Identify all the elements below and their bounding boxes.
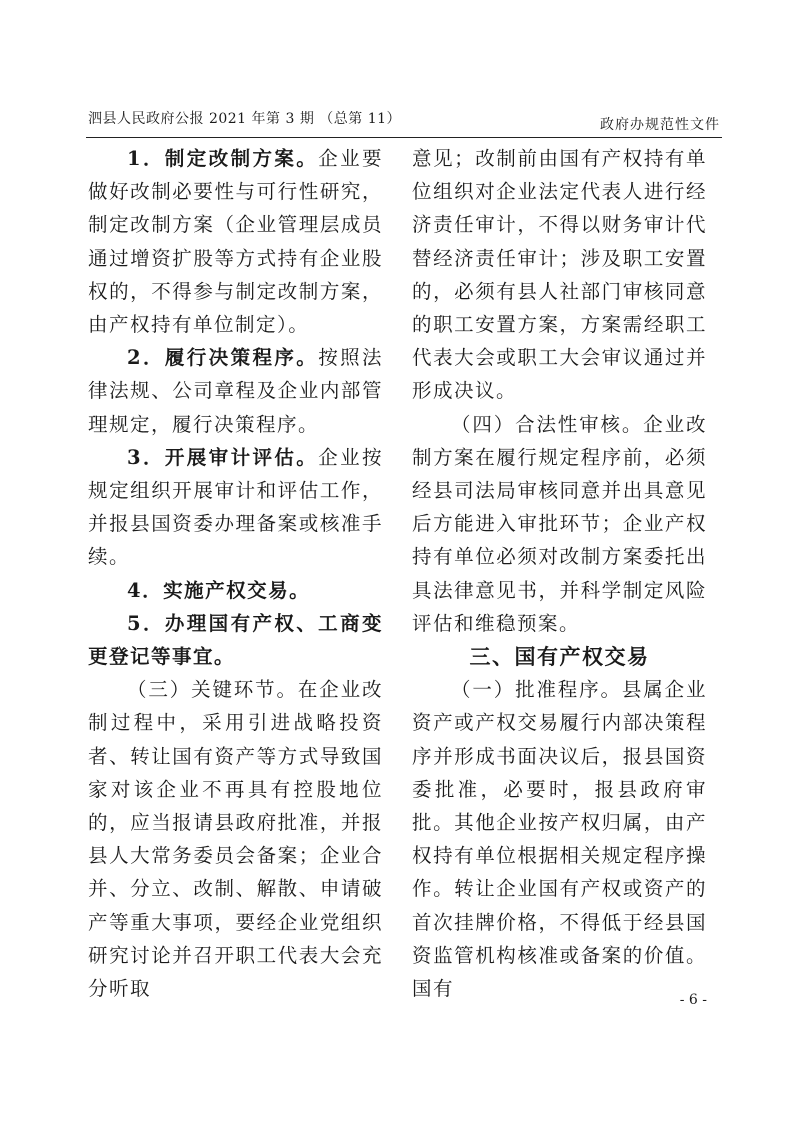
item-4-paragraph [88,574,383,607]
item-3-paragraph [88,441,383,574]
item-4-title: 4．实施产权交易。 [127,578,311,602]
item-1-title: 1．制定改制方案。 [127,147,319,170]
section-heading: 三、国有产权交易 [469,644,650,670]
key-steps-paragraph [88,673,383,1005]
item-5-paragraph [88,607,383,673]
approval-procedure-paragraph: （一）批准程序。县属企业资产或产权交易履行内部决策程序并形成书面决议后，报县国资委批准，必要时，报县政府审批。其他企业按产权归属，由产权持有单位根据相关规定程序操作。转让企业国有产权或资产的首次挂牌价格，不得低于经县国资监管机构核准或备案的价值。国有 [412,678,707,1001]
item-1-body: 企业要做好改制必要性与可行性研究，制定改制方案（企业管理层成员通过增资扩股等方式持有企业股权的，不得参与制定改制方案，由产权持有单位制定）。 [88,147,383,337]
item-2-paragraph [88,341,383,441]
left-column [88,142,383,1005]
header-divider [86,137,722,138]
continued-paragraph: 意见；改制前由国有产权持有单位组织对企业法定代表人进行经济责任审计，不得以财务审计代替经济责任审计；涉及职工安置的，必须有县人社部门审核同意的职工安置方案，方案需经职工代表大会或职工大会审议通过并形成决议。 [412,147,707,403]
gazette-issue-header: 泗县人民政府公报 2021 年第 3 期 （总第 11） [88,111,402,127]
page-number: - 6 - [679,992,707,1008]
item-1-paragraph [88,142,383,341]
key-steps-body: （三）关键环节。在企业改制过程中，采用引进战略投资者、转让国有资产等方式导致国家对该企业不再具有控股地位的，应当报请县政府批准，并报县人大常务委员会备案；企业合并、分立、改制、解散、申请破产等重大事项，要经企业党组织研究讨论并召开职工代表大会充分听取 [88,678,383,1001]
right-column [412,142,707,1005]
legality-review-paragraph: （四）合法性审核。企业改制方案在履行规定程序前，必须经县司法局审核同意并出具意见后方能进入审批环节；企业产权持有单位必须对改制方案委托出具法律意见书，并科学制定风险评估和维稳预案。 [412,412,707,635]
document-category-header: 政府办规范性文件 [600,117,720,133]
item-5-title: 5．办理国有产权、工商变更登记等事宜。 [88,611,383,669]
item-3-body: 企业按规定组织开展审计和评估工作，并报县国资委办理备案或核准手续。 [88,445,383,569]
item-2-body: 按照法律法规、公司章程及企业内部管理规定，履行决策程序。 [88,346,383,436]
item-2-title: 2．履行决策程序。 [127,346,319,370]
item-3-title: 3．开展审计评估。 [127,445,319,469]
